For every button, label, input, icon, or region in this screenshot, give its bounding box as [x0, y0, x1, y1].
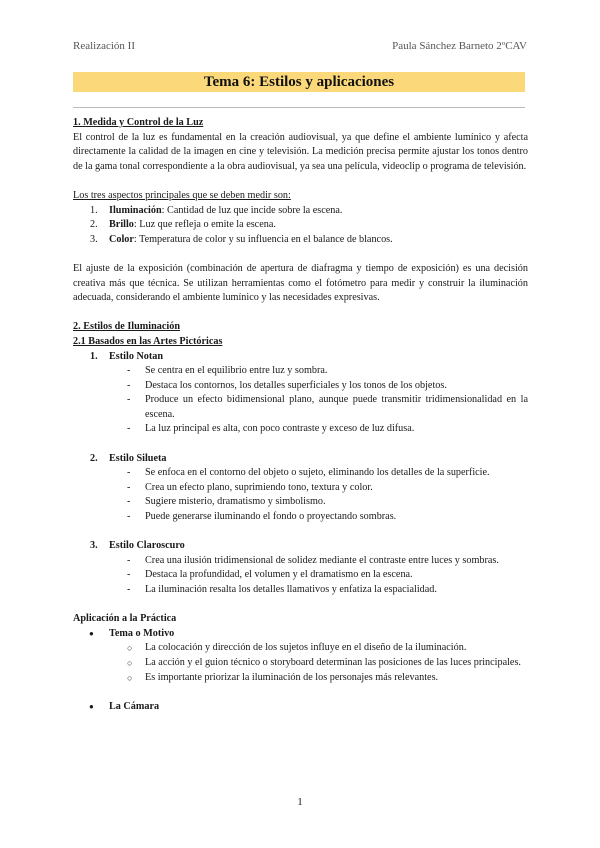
- page-number: 1: [297, 796, 303, 808]
- section-1-heading: 1. Medida y Control de la Luz: [73, 117, 204, 128]
- list-item: - Se centra en el equilibrio entre luz y sombra.: [127, 365, 328, 377]
- document-body: [73, 116, 528, 714]
- style-title: 1. Estilo Notan: [90, 350, 164, 362]
- practice-heading: Aplicación a la Práctica: [73, 613, 177, 625]
- aspect-item: 1. Iluminación: Cantidad de luz que incide sobre la escena.: [90, 204, 343, 216]
- section-2-heading: 2. Estilos de Iluminación: [73, 321, 180, 333]
- document-title: Tema 6: Estilos y aplicaciones: [73, 72, 525, 92]
- section-1-paragraph-2: El ajuste de la exposición (combinación de apertura de diafragma y tiempo de exposición) es una decisión creativa más que técnica. Se utilizan herramientas como el fotómetro para medir y construir la iluminación adecuada, considerando el ambiente lumínico y las necesidades expresivas.: [73, 262, 528, 304]
- aspect-item: 2. Brillo: Luz que refleja o emite la escena.: [90, 219, 276, 231]
- style-points: [73, 364, 528, 437]
- aspect-term: Iluminación: [109, 204, 162, 216]
- practice-list-2: [73, 700, 528, 715]
- header-author: Paula Sánchez Barneto 2ºCAV: [392, 40, 527, 52]
- aspects-list: [73, 204, 528, 248]
- aspect-desc: : Cantidad de luz que incide sobre la escena.: [161, 204, 343, 216]
- title-divider: [73, 107, 525, 108]
- style-block: [73, 350, 528, 438]
- aspect-term: Brillo: [109, 219, 134, 231]
- aspect-term: Color: [109, 233, 134, 245]
- practice-item: ● Tema o Motivo: [89, 627, 175, 639]
- header-course: Realización II: [73, 40, 135, 52]
- list-item: - Destaca la profundidad, el volumen y el dramatismo en la escena.: [127, 569, 413, 581]
- list-item: - La luz principal es alta, con poco contraste y exceso de luz difusa.: [127, 423, 415, 435]
- aspect-desc: : Luz que refleja o emite la escena.: [133, 219, 276, 231]
- practice-list: [73, 627, 528, 685]
- style-points: [73, 554, 528, 598]
- list-item: - Destaca los contornos, los detalles superficiales y los tonos de los objetos.: [127, 379, 447, 391]
- list-item: - Produce un efecto bidimensional plano, aunque puede transmitir tridimensionalidad en la escena.: [127, 394, 528, 420]
- list-item: - Crea una ilusión tridimensional de solidez mediante el contraste entre luces y sombras.: [127, 554, 499, 566]
- aspects-intro: Los tres aspectos principales que se deben medir son:: [73, 189, 291, 201]
- list-item: ○ Es importante priorizar la iluminación de los personajes más relevantes.: [127, 671, 439, 683]
- style-points: [73, 466, 528, 524]
- aspect-desc: : Temperatura de color y su influencia en el balance de blancos.: [133, 233, 393, 245]
- list-item: - Se enfoca en el contorno del objeto o sujeto, eliminando los detalles de la superficie.: [127, 467, 490, 479]
- practice-item: ● La Cámara: [89, 700, 160, 712]
- style-title: 2. Estilo Silueta: [90, 452, 167, 464]
- list-item: - Sugiere misterio, dramatismo y simbolismo.: [127, 496, 326, 508]
- list-item: - La iluminación resalta los detalles llamativos y enfatiza la espacialidad.: [127, 584, 437, 595]
- style-block: [73, 539, 528, 597]
- list-item: - Crea un efecto plano, suprimiendo tono, textura y color.: [127, 481, 373, 493]
- section-2-1-subheading: 2.1 Basados en las Artes Pictóricas: [73, 335, 223, 347]
- section-1-paragraph-1: El control de la luz es fundamental en la creación audiovisual, ya que define el ambiente lumínico y afecta directamente la calidad de la imagen en cine y televisión. La medición precisa permite ajustar los tonos dentro de la gama tonal correspondiente a la obra audiovisual, ya sea una película, videoclip o programa de televisión.: [73, 131, 528, 172]
- list-item: - Puede generarse iluminando el fondo o proyectando sombras.: [127, 511, 397, 523]
- list-item: ○ La acción y el guion técnico o storyboard determinan las posiciones de las luces principales.: [127, 656, 521, 668]
- aspect-item: 3. Color: Temperatura de color y su influencia en el balance de blancos.: [90, 233, 393, 245]
- list-item: ○ La colocación y dirección de los sujetos influye en el diseño de la iluminación.: [127, 642, 467, 654]
- style-title: 3. Estilo Claroscuro: [90, 540, 185, 552]
- style-block: [73, 452, 528, 525]
